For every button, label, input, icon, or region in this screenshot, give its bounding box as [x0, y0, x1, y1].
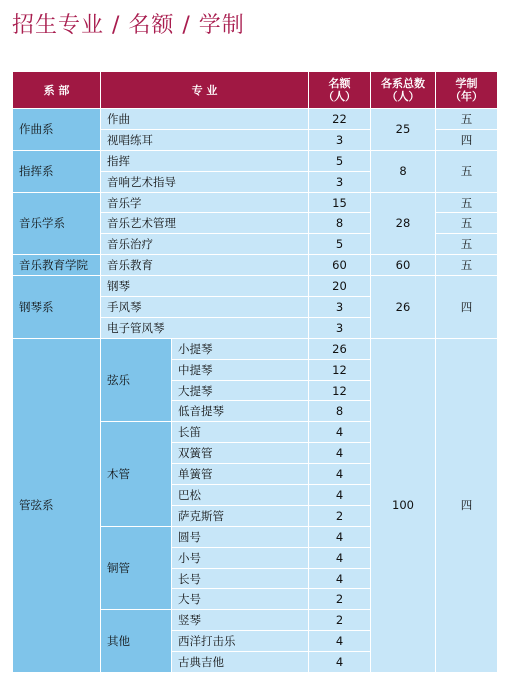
- major-name: 单簧管: [172, 464, 309, 485]
- major-name: 西洋打击乐: [172, 631, 309, 652]
- major-name: 钢琴: [101, 276, 309, 297]
- major-name: 大提琴: [172, 380, 309, 401]
- major-quota: 4: [309, 422, 371, 443]
- dept-total: 28: [371, 192, 436, 255]
- header-quota-line1: 名额: [328, 77, 351, 90]
- major-quota: 3: [309, 171, 371, 192]
- dept-name: 指挥系: [13, 150, 101, 192]
- dept-name: 钢琴系: [13, 276, 101, 339]
- header-quota-line2: （人）: [323, 90, 356, 103]
- dept-total: 25: [371, 109, 436, 151]
- major-name: 古典吉他: [172, 652, 309, 673]
- major-name: 手风琴: [101, 297, 309, 318]
- major-years: 四: [436, 129, 498, 150]
- major-quota: 12: [309, 359, 371, 380]
- major-quota: 4: [309, 464, 371, 485]
- major-name: 视唱练耳: [101, 129, 309, 150]
- page-title: 招生专业 / 名额 / 学制: [12, 13, 245, 38]
- major-name: 音乐治疗: [101, 234, 309, 255]
- major-quota: 3: [309, 129, 371, 150]
- major-name: 长号: [172, 568, 309, 589]
- table-row: [13, 192, 498, 213]
- dept-years: 五: [436, 150, 498, 192]
- major-quota: 60: [309, 255, 371, 276]
- major-quota: 12: [309, 380, 371, 401]
- enrollment-table: [12, 71, 498, 673]
- major-years: 五: [436, 234, 498, 255]
- dept-years: 四: [436, 338, 498, 672]
- header-total-line1: 各系总数: [381, 77, 425, 90]
- major-quota: 4: [309, 652, 371, 673]
- major-quota: 15: [309, 192, 371, 213]
- major-name: 电子管风琴: [101, 317, 309, 338]
- header-row: [13, 72, 498, 109]
- header-years-line1: 学制: [455, 77, 478, 90]
- major-quota: 8: [309, 213, 371, 234]
- instrument-group: 弦乐: [101, 338, 172, 422]
- major-name: 作曲: [101, 109, 309, 130]
- table-row: [13, 150, 498, 171]
- major-name: 小提琴: [172, 338, 309, 359]
- major-name: 低音提琴: [172, 401, 309, 422]
- major-years: 五: [436, 213, 498, 234]
- dept-name: 音乐学系: [13, 192, 101, 255]
- major-quota: 5: [309, 234, 371, 255]
- major-quota: 4: [309, 526, 371, 547]
- dept-total: 100: [371, 338, 436, 672]
- instrument-group: 木管: [101, 422, 172, 526]
- major-quota: 26: [309, 338, 371, 359]
- major-quota: 5: [309, 150, 371, 171]
- instrument-group: 其他: [101, 610, 172, 673]
- table-row: [13, 338, 498, 359]
- major-name: 双簧管: [172, 443, 309, 464]
- major-quota: 4: [309, 443, 371, 464]
- major-name: 音乐教育: [101, 255, 309, 276]
- major-quota: 8: [309, 401, 371, 422]
- major-name: 萨克斯管: [172, 505, 309, 526]
- major-name: 小号: [172, 547, 309, 568]
- major-quota: 4: [309, 631, 371, 652]
- header-years-line2: （年）: [450, 90, 483, 103]
- major-quota: 2: [309, 505, 371, 526]
- instrument-group: 铜管: [101, 526, 172, 610]
- major-quota: 3: [309, 317, 371, 338]
- header-total-line2: （人）: [386, 90, 420, 103]
- major-years: 五: [436, 255, 498, 276]
- major-quota: 4: [309, 547, 371, 568]
- header-quota: [309, 72, 371, 109]
- major-name: 圆号: [172, 526, 309, 547]
- dept-name: 管弦系: [13, 338, 101, 672]
- table-row: [13, 276, 498, 297]
- major-quota: 4: [309, 485, 371, 506]
- major-name: 音乐学: [101, 192, 309, 213]
- major-years: 五: [436, 192, 498, 213]
- major-quota: 3: [309, 297, 371, 318]
- major-name: 大号: [172, 589, 309, 610]
- dept-total: 26: [371, 276, 436, 339]
- major-name: 巴松: [172, 485, 309, 506]
- table-row: [13, 255, 498, 276]
- dept-years: 四: [436, 276, 498, 339]
- major-quota: 2: [309, 589, 371, 610]
- dept-name: 作曲系: [13, 109, 101, 151]
- major-years: 五: [436, 109, 498, 130]
- major-quota: 22: [309, 109, 371, 130]
- major-name: 音响艺术指导: [101, 171, 309, 192]
- header-dept: 系 部: [13, 72, 101, 109]
- dept-total: 8: [371, 150, 436, 192]
- major-quota: 20: [309, 276, 371, 297]
- header-years: [436, 72, 498, 109]
- major-name: 中提琴: [172, 359, 309, 380]
- dept-total: 60: [371, 255, 436, 276]
- dept-name: 音乐教育学院: [13, 255, 101, 276]
- major-quota: 4: [309, 568, 371, 589]
- table-row: [13, 109, 498, 130]
- header-dept-total: [371, 72, 436, 109]
- major-quota: 2: [309, 610, 371, 631]
- header-major: 专 业: [101, 72, 309, 109]
- major-name: 指挥: [101, 150, 309, 171]
- major-name: 竖琴: [172, 610, 309, 631]
- major-name: 音乐艺术管理: [101, 213, 309, 234]
- major-name: 长笛: [172, 422, 309, 443]
